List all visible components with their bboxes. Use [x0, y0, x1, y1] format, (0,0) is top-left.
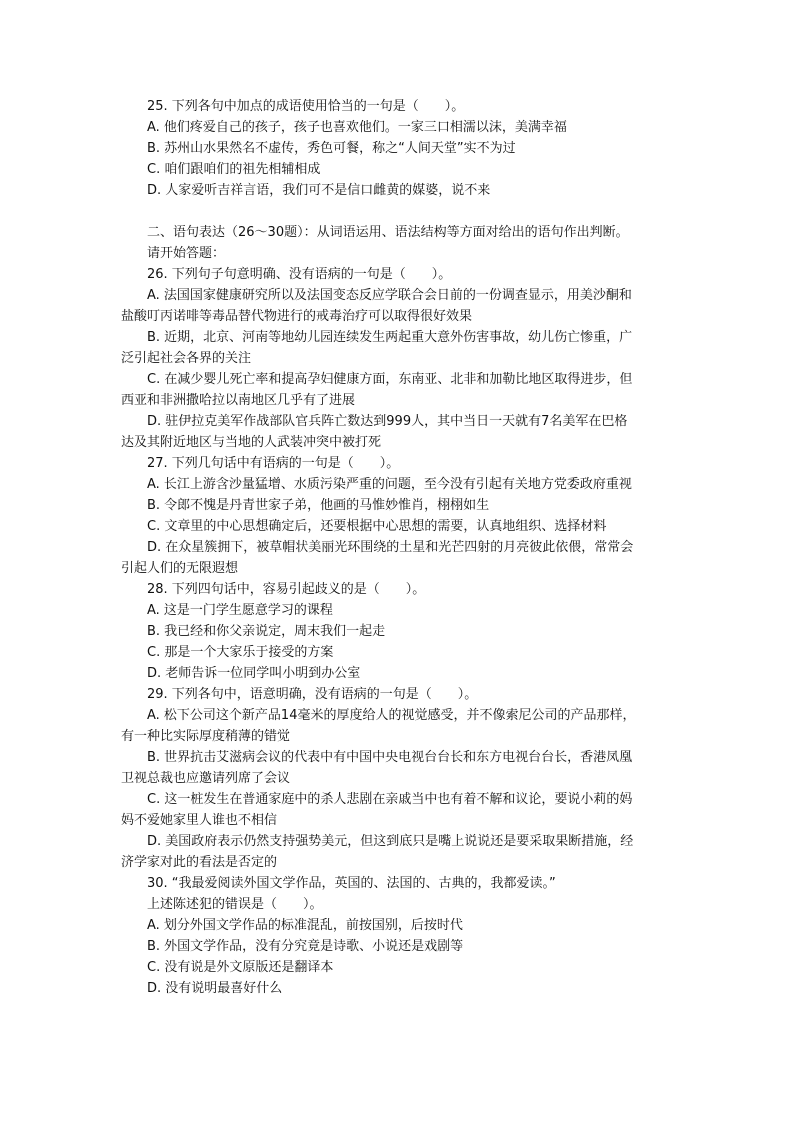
q26-stem: 26. 下列句子句意明确、没有语病的一句是（ ）。 — [147, 267, 452, 282]
q25-option-b: B. 苏州山水果然名不虚传，秀色可餐，称之“人间天堂”实不为过 — [147, 141, 516, 156]
q30-option-d: D. 没有说明最喜好什么 — [147, 981, 283, 996]
q26-option-b-line1: B. 近期，北京、河南等地幼儿园连续发生两起重大意外伤害事故，幼儿伤亡惨重，广 — [147, 330, 633, 345]
q27-stem: 27. 下列几句话中有语病的一句是（ ）。 — [147, 456, 400, 471]
q30-stem: 30. “我最爱阅读外国文学作品，英国的、法国的、古典的，我都爱读。” — [147, 876, 556, 891]
q26-option-c-line2: 西亚和非洲撒哈拉以南地区几乎有了进展 — [121, 393, 356, 408]
q26-option-a-line1: A. 法国国家健康研究所以及法国变态反应学联合会日前的一份调查显示，用美沙酮和 — [147, 288, 632, 303]
q29-option-b-line2: 卫视总裁也应邀请列席了会议 — [121, 771, 291, 786]
q29-option-c-line2: 妈不爱她家里人谁也不相信 — [121, 813, 278, 828]
q27-option-b: B. 令郎不愧是丹青世家子弟，他画的马惟妙惟肖，栩栩如生 — [147, 498, 490, 513]
section2-title: 二、语句表达（26～30题）：从词语运用、语法结构等方面对给出的语句作出判断。 — [147, 225, 629, 240]
q29-option-c-line1: C. 这一桩发生在普通家庭中的杀人悲剧在亲戚当中也有着不解和议论，要说小莉的妈 — [147, 792, 633, 807]
section-spacer — [121, 201, 681, 222]
q26-option-b-line2: 泛引起社会各界的关注 — [121, 351, 252, 366]
q28-option-b: B. 我已经和你父亲说定，周末我们一起走 — [147, 624, 386, 639]
q26-option-d-line2: 达及其附近地区与当地的人武装冲突中被打死 — [121, 435, 382, 450]
q27-option-d-line2: 引起人们的无限遐想 — [121, 561, 239, 576]
q26-option-a-line2: 盐酸叮丙诺啡等毒品替代物进行的戒毒治疗可以取得很好效果 — [121, 309, 473, 324]
q30-option-b: B. 外国文学作品，没有分究竟是诗歌、小说还是戏剧等 — [147, 939, 464, 954]
q29-option-d-line1: D. 美国政府表示仍然支持强势美元，但这到底只是嘴上说说还是要采取果断措施，经 — [147, 834, 634, 849]
q26-option-d-line1: D. 驻伊拉克美军作战部队官兵阵亡数达到999人，其中当日一天就有7名美军在巴格 — [147, 414, 628, 429]
q28-stem: 28. 下列四句话中，容易引起歧义的是（ ）。 — [147, 582, 426, 597]
q29-option-a-line2: 有一种比实际厚度稍薄的错觉 — [121, 729, 291, 744]
q29-option-b-line1: B. 世界抗击艾滋病会议的代表中有中国中央电视台台长和东方电视台台长，香港凤凰 — [147, 750, 633, 765]
q26-option-c-line1: C. 在减少婴儿死亡率和提高孕妇健康方面，东南亚、北非和加勒比地区取得进步，但 — [147, 372, 633, 387]
q30-subquestion: 上述陈述犯的错误是（ ）。 — [147, 897, 323, 912]
q25-stem: 25. 下列各句中加点的成语使用恰当的一句是（ ）。 — [147, 99, 465, 114]
q25-option-c: C. 咱们跟咱们的祖先相辅相成 — [147, 162, 321, 177]
section2-start: 请开始答题： — [147, 246, 226, 261]
q30-option-c: C. 没有说是外文原版还是翻译本 — [147, 960, 334, 975]
q30-option-a: A. 划分外国文学作品的标准混乱，前按国别，后按时代 — [147, 918, 463, 933]
q29-option-d-line2: 济学家对此的看法是否定的 — [121, 855, 278, 870]
q27-option-c: C. 文章里的中心思想确定后，还要根据中心思想的需要，认真地组织、选择材料 — [147, 519, 607, 534]
q27-option-a: A. 长江上游含沙量猛增、水质污染严重的问题，至今没有引起有关地方党委政府重视 — [147, 477, 632, 492]
document-content — [121, 96, 681, 999]
q29-stem: 29. 下列各句中，语意明确，没有语病的一句是（ ）。 — [147, 687, 478, 702]
q25-option-a: A. 他们疼爱自己的孩子，孩子也喜欢他们。一家三口相濡以沫，美满幸福 — [147, 120, 567, 135]
q25-option-d: D. 人家爱听吉祥言语，我们可不是信口雌黄的媒婆，说不来 — [147, 183, 491, 198]
q28-option-a: A. 这是一门学生愿意学习的课程 — [147, 603, 333, 618]
q28-option-d: D. 老师告诉一位同学叫小明到办公室 — [147, 666, 361, 681]
q28-option-c: C. 那是一个大家乐于接受的方案 — [147, 645, 334, 660]
q29-option-a-line1: A. 松下公司这个新产品14毫米的厚度给人的视觉感受，并不像索尼公司的产品那样， — [147, 708, 636, 723]
q27-option-d-line1: D. 在众星簇拥下，被草帽状美丽光环围绕的土星和光芒四射的月亮彼此依偎，常常会 — [147, 540, 634, 555]
